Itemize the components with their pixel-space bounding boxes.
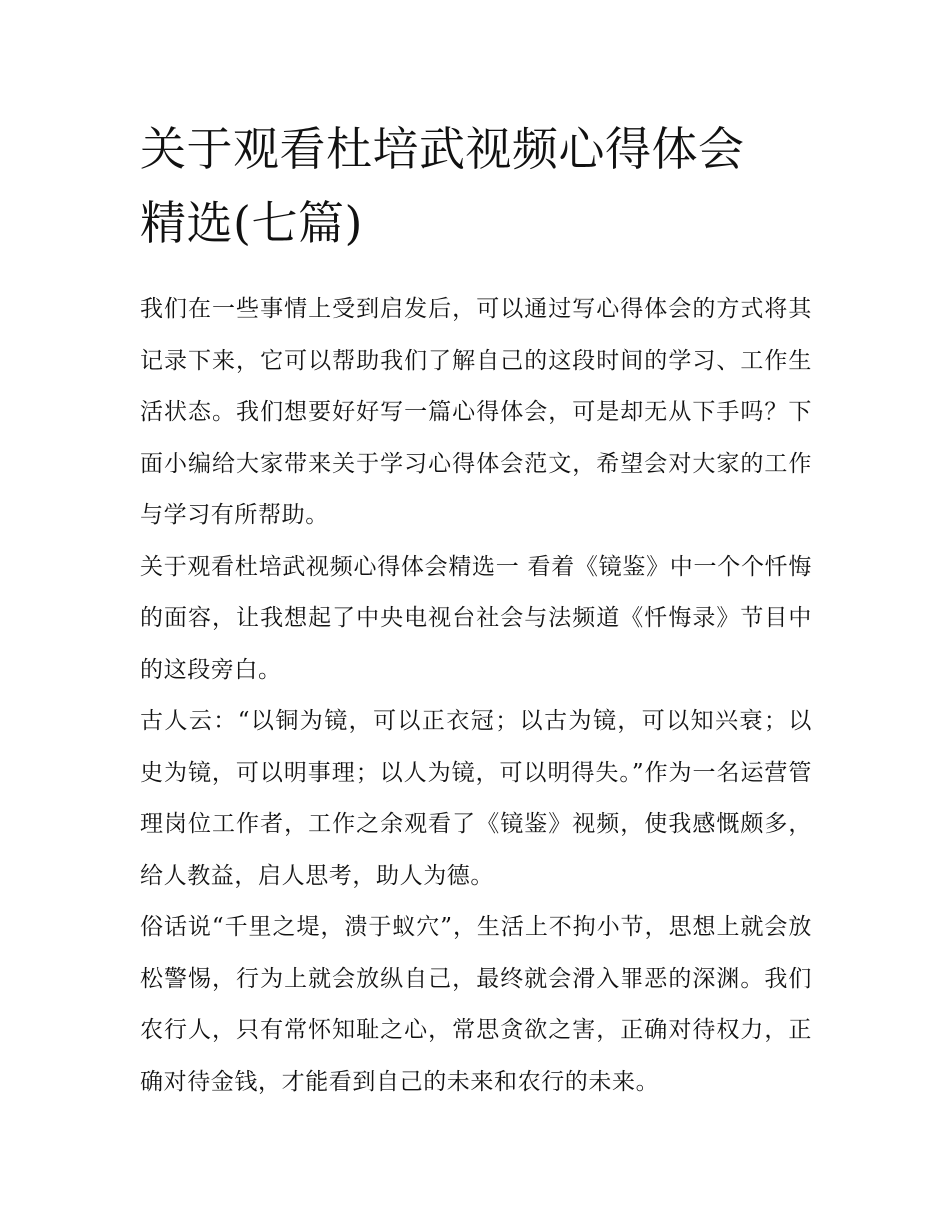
document-title-line-2: 精选(七篇): [140, 196, 363, 250]
document-title-line-1: 关于观看杜培武视频心得体会: [140, 122, 745, 176]
body-paragraph-1: 关于观看杜培武视频心得体会精选一 看着《镜鉴》中一个个忏悔的面容，让我想起了中央电视台社会与法频道《忏悔录》节目中的这段旁白。: [140, 553, 812, 683]
body-paragraph-3: 俗话说“千里之堤，溃于蚁穴”，生活上不拘小节，思想上就会放松警惕，行为上就会放纵自己，最终就会滑入罪恶的深渊。我们农行人，只有常怀知耻之心，常思贪欲之害，正确对待权力，正确对待金钱，才能看到自己的未来和农行的未来。: [140, 914, 812, 1095]
document-page: [140, 112, 812, 1108]
body-paragraph-2: 古人云：“以铜为镜，可以正衣冠；以古为镜，可以知兴衰；以史为镜，可以明事理；以人为镜，可以明得失。”作为一名运营管理岗位工作者，工作之余观看了《镜鉴》视频，使我感慨颇多，给人教益，启人思考，助人为德。: [140, 708, 812, 889]
document-title: [140, 112, 812, 260]
intro-paragraph: 我们在一些事情上受到启发后，可以通过写心得体会的方式将其记录下来，它可以帮助我们了解自己的这段时间的学习、工作生活状态。我们想要好好写一篇心得体会，可是却无从下手吗？下面小编给大家带来关于学习心得体会范文，希望会对大家的工作与学习有所帮助。: [140, 296, 812, 528]
